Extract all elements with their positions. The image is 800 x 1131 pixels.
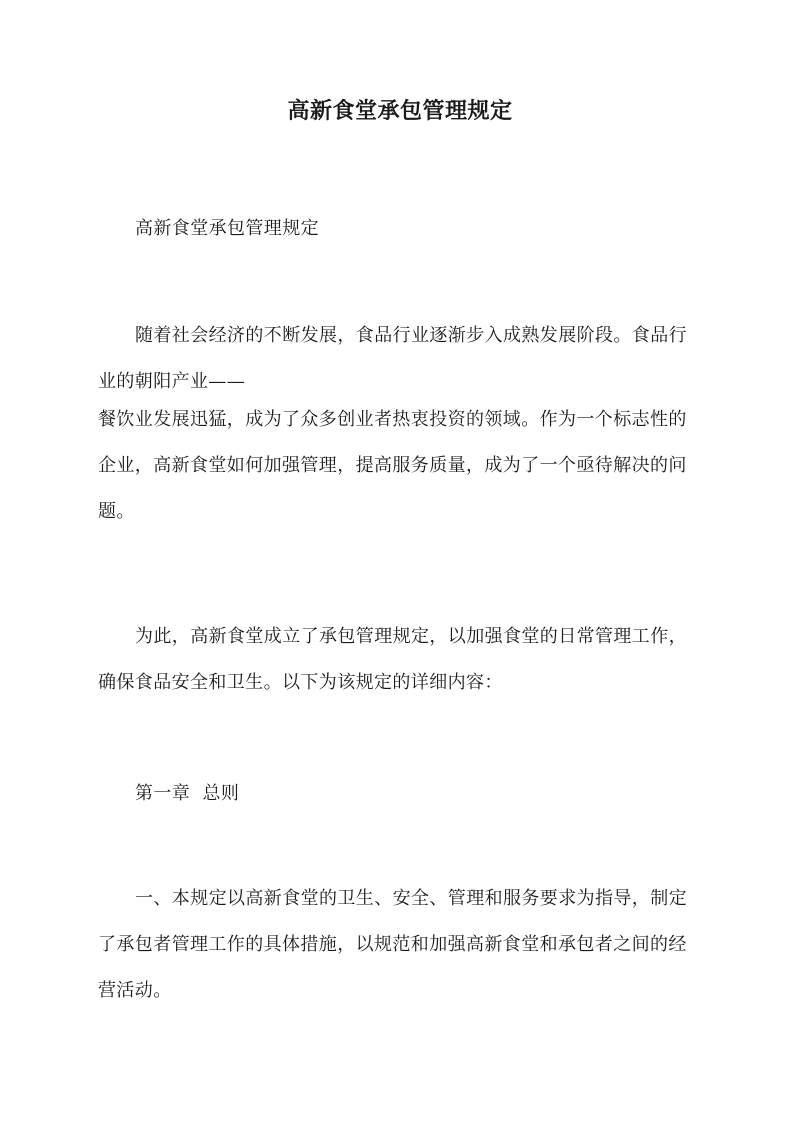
subtitle-paragraph <box>98 206 704 252</box>
chapter-title: 第一章 总则 <box>135 783 240 804</box>
paragraph-line: 餐饮业发展迅猛，成为了众多创业者热衷投资的领域。作为一个标志性的 <box>98 409 687 430</box>
paragraph-line: 企业，高新食堂如何加强管理，提高服务质量，成为了一个亟待解决的问 <box>98 455 687 476</box>
paragraph-line: 业的朝阳产业—— <box>98 371 246 392</box>
document-title: 高新食堂承包管理规定 <box>287 98 513 124</box>
paragraph-line: 一、本规定以高新食堂的卫生、安全、管理和服务要求为指导，制定 <box>135 888 687 909</box>
chapter-heading <box>98 771 704 817</box>
paragraph-line: 随着社会经济的不断发展，食品行业逐渐步入成熟发展阶段。食品行 <box>135 325 687 346</box>
paragraph-line: 题。 <box>98 501 135 522</box>
purpose-paragraph <box>98 614 704 706</box>
intro-paragraph <box>98 313 704 535</box>
paragraph-line: 确保食品安全和卫生。以下为该规定的详细内容： <box>98 672 503 693</box>
paragraph-line: 营活动。 <box>98 980 172 1001</box>
paragraph-line: 了承包者管理工作的具体措施，以规范和加强高新食堂和承包者之间的经 <box>98 934 687 955</box>
paragraph-line: 为此，高新食堂成立了承包管理规定，以加强食堂的日常管理工作， <box>135 626 687 647</box>
subtitle-text: 高新食堂承包管理规定 <box>135 218 319 239</box>
article-1-paragraph <box>98 876 704 1014</box>
